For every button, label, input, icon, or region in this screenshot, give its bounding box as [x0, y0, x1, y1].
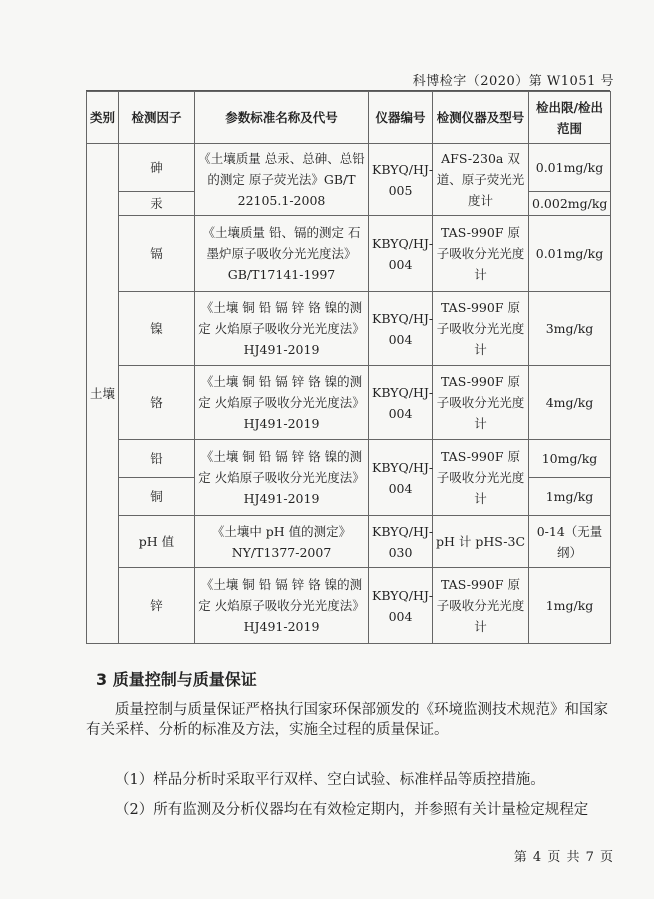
factor-cell: 砷	[119, 144, 195, 192]
instrument-no-cell: KBYQ/HJ-004	[369, 292, 433, 366]
instrument-no-cell: KBYQ/HJ-004	[369, 216, 433, 292]
table-row	[87, 292, 611, 366]
factor-cell: 铅	[119, 440, 195, 478]
factor-cell: 铜	[119, 478, 195, 516]
header-standard: 参数标准名称及代号	[195, 92, 369, 144]
category-cell: 土壤	[87, 144, 119, 644]
limit-cell: 1mg/kg	[529, 478, 611, 516]
section-title: 3 质量控制与质量保证	[96, 670, 257, 689]
factor-cell: 镍	[119, 292, 195, 366]
standard-cell: 《土壤中 pH 值的测定》NY/T1377-2007	[195, 516, 369, 568]
table-row	[87, 366, 611, 440]
limit-cell: 0.01mg/kg	[529, 216, 611, 292]
limit-cell: 0-14（无量纲）	[529, 516, 611, 568]
limit-cell: 4mg/kg	[529, 366, 611, 440]
instrument-no-cell: KBYQ/HJ-004	[369, 440, 433, 516]
limit-cell: 1mg/kg	[529, 568, 611, 644]
instrument-no-cell: KBYQ/HJ-005	[369, 144, 433, 216]
instrument-model-cell: AFS-230a 双道、原子荧光光度计	[433, 144, 529, 216]
instrument-model-cell: TAS-990F 原子吸收分光光度计	[433, 292, 529, 366]
instrument-model-cell: TAS-990F 原子吸收分光光度计	[433, 366, 529, 440]
instrument-model-cell: TAS-990F 原子吸收分光光度计	[433, 568, 529, 644]
page-number: 第 4 页 共 7 页	[513, 850, 614, 865]
limit-cell: 0.002mg/kg	[529, 192, 611, 216]
paragraph: （2）所有监测及分析仪器均在有效检定期内，并参照有关计量检定规程定	[115, 802, 589, 818]
standard-cell: 《土壤质量 总汞、总砷、总铅的测定 原子荧光法》GB/T 22105.1-2008	[195, 144, 369, 216]
instrument-no-cell: KBYQ/HJ-004	[369, 568, 433, 644]
factor-cell: 汞	[119, 192, 195, 216]
limit-cell: 3mg/kg	[529, 292, 611, 366]
instrument-model-cell: TAS-990F 原子吸收分光光度计	[433, 216, 529, 292]
header-factor: 检测因子	[119, 92, 195, 144]
instrument-model-cell: pH 计 pHS-3C	[433, 516, 529, 568]
instrument-no-cell: KBYQ/HJ-004	[369, 366, 433, 440]
header-instrument-model: 检测仪器及型号	[433, 92, 529, 144]
table-row	[87, 144, 611, 192]
instrument-no-cell: KBYQ/HJ-030	[369, 516, 433, 568]
header-category: 类别	[87, 92, 119, 144]
limit-cell: 0.01mg/kg	[529, 144, 611, 192]
header-limit: 检出限/检出范围	[529, 92, 611, 144]
method-table	[86, 91, 611, 644]
standard-cell: 《土壤 铜 铅 镉 锌 铬 镍的测定 火焰原子吸收分光光度法》HJ491-2019	[195, 292, 369, 366]
standard-cell: 《土壤质量 铅、镉的测定 石墨炉原子吸收分光光度法》GB/T17141-1997	[195, 216, 369, 292]
table-row	[87, 568, 611, 644]
header-instrument-no: 仪器编号	[369, 92, 433, 144]
table-header-row	[87, 92, 611, 144]
paragraph: 质量控制与质量保证严格执行国家环保部颁发的《环境监测技术规范》和国家有关采样、分析的标准及方法，实施全过程的质量保证。	[86, 702, 608, 738]
table-row	[87, 440, 611, 478]
standard-cell: 《土壤 铜 铅 镉 锌 铬 镍的测定 火焰原子吸收分光光度法》HJ491-2019	[195, 568, 369, 644]
paragraph: （1）样品分析时采取平行双样、空白试验、标准样品等质控措施。	[115, 772, 545, 788]
instrument-model-cell: TAS-990F 原子吸收分光光度计	[433, 440, 529, 516]
table-row	[87, 516, 611, 568]
factor-cell: 铬	[119, 366, 195, 440]
table-row	[87, 216, 611, 292]
limit-cell: 10mg/kg	[529, 440, 611, 478]
factor-cell: 锌	[119, 568, 195, 644]
factor-cell: pH 值	[119, 516, 195, 568]
factor-cell: 镉	[119, 216, 195, 292]
standard-cell: 《土壤 铜 铅 镉 锌 铬 镍的测定 火焰原子吸收分光光度法》HJ491-2019	[195, 440, 369, 516]
standard-cell: 《土壤 铜 铅 镉 锌 铬 镍的测定 火焰原子吸收分光光度法》HJ491-2019	[195, 366, 369, 440]
report-number: 科博检字（2020）第 W1051 号	[412, 74, 614, 89]
